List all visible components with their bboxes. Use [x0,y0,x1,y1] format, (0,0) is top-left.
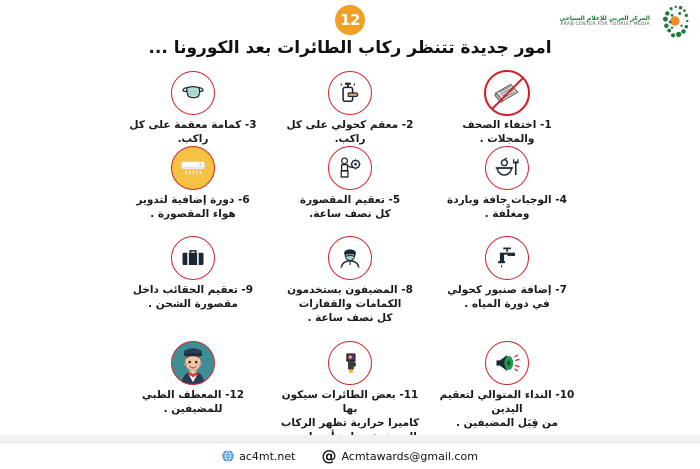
caption-line: كل نصف ساعة . [307,311,393,324]
item-caption [280,119,420,147]
item-caption [437,194,577,222]
item-8 [272,235,429,326]
caption-line: هواء المقصورة . [150,207,236,220]
caption-line: في دورة المياه . [464,297,550,310]
items-row [0,70,700,145]
items-row [0,340,700,445]
count-badge: 12 [335,5,365,35]
caption-line: 6- دورة إضافية لتدوير [136,194,250,206]
items-grid [0,70,700,445]
flight-attendant-icon [170,340,216,386]
footer [0,442,700,469]
thermal-camera-icon [327,340,373,386]
logo-mark-icon [654,3,692,41]
organization-logo [559,3,692,41]
caption-line: 8- المضيفون يستخدمون [287,284,413,296]
item-11 [272,340,429,444]
items-row [0,145,700,235]
masked-crew-icon [327,235,373,281]
email-address: Acmtawards@gmail.com [341,449,478,463]
cabin-disinfection-spray-icon [327,145,373,191]
caption-line: 7- إضافة صنبور كحولي [447,284,567,296]
item-caption [437,119,577,147]
caption-line: الكمامات والقفازات [298,297,402,310]
suitcase-icon [170,235,216,281]
item-caption [133,284,253,312]
website-link[interactable] [222,450,295,463]
globe-icon [222,450,234,462]
caption-line: 10- النداء المتوالي لتعقيم اليدين [439,389,575,415]
face-mask-icon [170,70,216,116]
caption-line: 3- كمامة معقمة على كل راكب. [129,119,257,145]
hand-sanitizer-icon [327,70,373,116]
item-1 [429,70,586,147]
caption-line: مقصورة الشحن . [148,297,238,310]
page-title: امور جديدة تتنظر ركاب الطائرات بعد الكورونا ... [148,38,552,58]
item-caption [136,194,249,222]
item-caption [300,194,400,222]
caption-line: 4- الوجبات جافة وباردة ومغلَّفة . [447,194,567,220]
item-caption [123,389,263,417]
item-7 [429,235,586,312]
item-10 [429,340,586,431]
caption-line: 12- المعطف الطبي للمضيفين . [141,389,245,415]
item-2 [272,70,429,147]
megaphone-icon [484,340,530,386]
logo-arabic-name: المركز العربي للإعلام السياحي [559,15,650,23]
faucet-icon [484,235,530,281]
website-url: ac4mt.net [239,449,296,463]
newspaper-prohibited-icon [484,70,530,116]
caption-line: كل نصف ساعة. [309,207,391,220]
caption-line: 5- تعقيم المقصورة [299,194,401,206]
caption-line: من قِبَل المضيفين . [456,416,558,429]
item-3 [115,70,272,147]
item-9 [115,235,272,312]
at-icon: @ [321,446,337,465]
item-caption [123,119,263,147]
item-4 [429,145,586,222]
caption-line: 1- اختفاء الصحف والمجلات . [462,119,552,145]
caption-line: 2- معقم كحولي على كل راكب. [286,119,414,145]
air-conditioner-icon [170,145,216,191]
meal-tray-icon [484,145,530,191]
caption-line: كاميرا حرارية تظهر الركاب [280,416,420,429]
caption-line: 9- تعقيم الحقائب داخل [132,284,254,296]
item-12 [115,340,272,417]
items-row [0,235,700,340]
logo-text-block [559,16,650,27]
item-6 [115,145,272,222]
header [0,0,700,70]
item-caption [437,389,577,431]
item-caption [447,284,567,312]
logo-english-name: ARAB CENTER FOR TOURIST MEDIA [560,21,650,27]
item-5 [272,145,429,222]
item-caption [287,284,413,326]
caption-line: 11- بعض الطائرات سيكون بها [281,389,419,415]
email-link[interactable] [321,446,478,465]
